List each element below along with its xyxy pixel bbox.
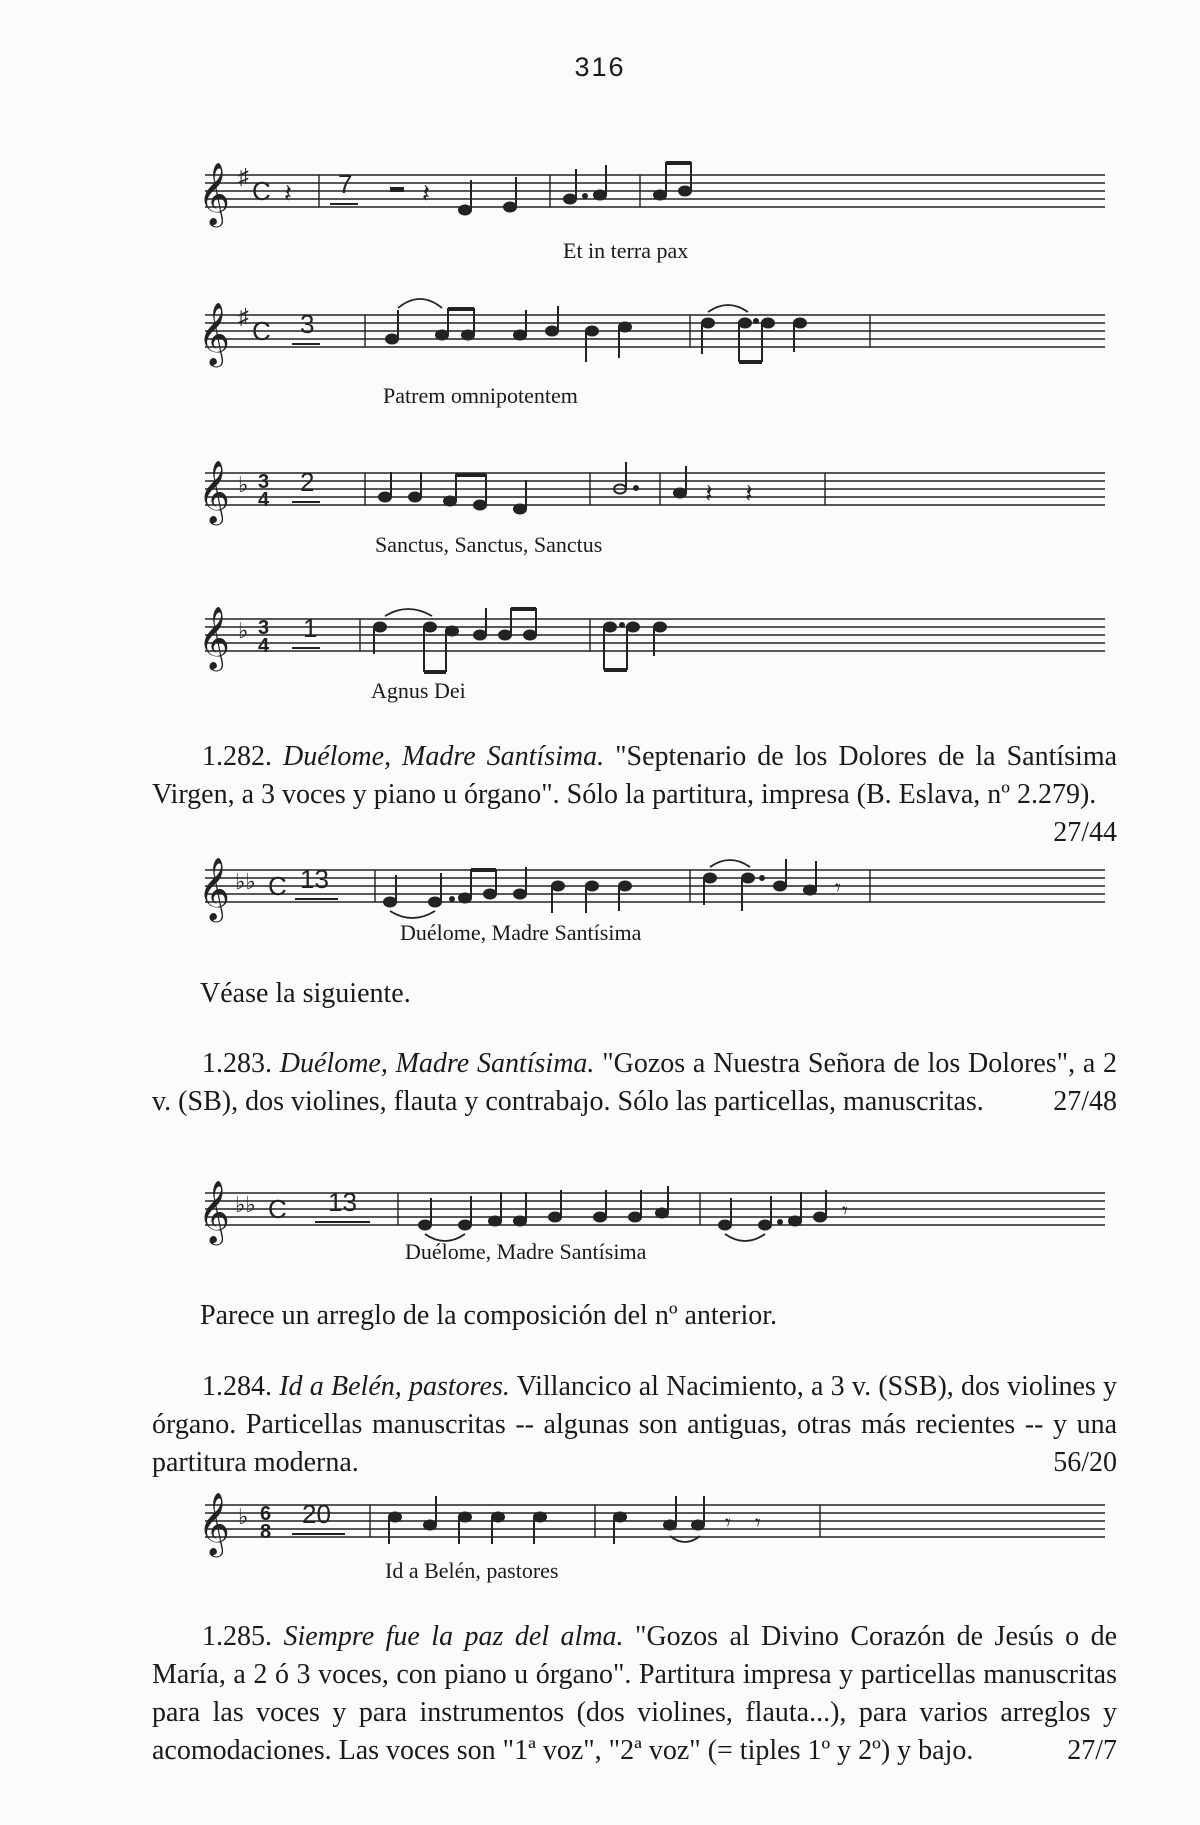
time-signature-bottom: 4 <box>258 635 270 657</box>
incipit-lyric: Patrem omnipotentem <box>383 383 578 408</box>
staff-notation <box>180 845 1140 925</box>
measure-rest-number: 3 <box>300 309 315 339</box>
key-signature: ♭ <box>238 1504 249 1529</box>
time-signature: C <box>252 176 271 206</box>
see-next-note: Véase la siguiente. <box>200 978 411 1009</box>
incipit-lyric: Agnus Dei <box>371 678 466 703</box>
time-signature-top: 3 <box>258 617 270 639</box>
entry-number: 1.283. <box>202 1048 272 1079</box>
music-incipit-7 <box>180 1480 1140 1560</box>
music-incipit-1 <box>180 150 1140 230</box>
svg-text:𝄾: 𝄾 <box>725 1510 731 1535</box>
svg-text:𝄽: 𝄽 <box>705 479 713 508</box>
staff-notation <box>180 150 1140 230</box>
key-signature: ♭♭ <box>235 1192 256 1217</box>
incipit-lyric: Et in terra pax <box>563 238 689 263</box>
svg-text:𝄽: 𝄽 <box>745 479 753 508</box>
entry-title: Duélome, Madre Santísima. <box>279 1048 595 1079</box>
svg-text:𝄾: 𝄾 <box>842 1198 848 1223</box>
entry-reference: 27/7 <box>1067 1735 1117 1766</box>
page-number: 316 <box>574 52 626 82</box>
music-incipit-4 <box>180 594 1140 674</box>
music-incipit-3 <box>180 448 1140 528</box>
key-signature: ♯ <box>238 164 249 189</box>
catalog-entry-1284 <box>152 1368 1117 1482</box>
entry-text: Villancico al Nacimiento, a 3 v. (SSB), dos violines y órgano. Particellas manuscritas -- algunas son antiguas, otras más recientes -- y una partitura moderna. <box>152 1371 1118 1478</box>
entry-title: Id a Belén, pastores. <box>279 1371 510 1402</box>
entry-number: 1.282. <box>202 741 272 772</box>
staff-notation <box>180 1168 1140 1248</box>
music-incipit-6 <box>180 1168 1140 1248</box>
measure-rest-number: 13 <box>300 864 329 894</box>
arrangement-note: Parece un arreglo de la composición del nº anterior. <box>200 1300 778 1331</box>
time-signature: C <box>252 316 271 346</box>
entry-number: 1.285. <box>202 1621 272 1652</box>
key-signature: ♭♭ <box>235 869 256 894</box>
staff-notation <box>180 1480 1140 1560</box>
staff-notation <box>180 290 1140 370</box>
key-signature: ♯ <box>238 304 249 329</box>
entry-reference: 27/44 <box>1053 817 1117 848</box>
svg-text:𝄾: 𝄾 <box>755 1510 761 1535</box>
measure-rest-number: 2 <box>300 467 315 497</box>
treble-clef-icon: 𝄞 <box>198 304 230 364</box>
key-signature: ♭ <box>238 472 249 497</box>
time-signature-top: 3 <box>258 471 270 493</box>
time-signature-bottom: 4 <box>258 489 270 511</box>
treble-clef-icon: 𝄞 <box>198 462 230 522</box>
entry-text: "Gozos al Divino Corazón de Jesús o de María, a 2 ó 3 voces, con piano u órgano". Partitura impresa y particellas manuscritas para las voces y para instrumentos (dos violines, flauta...), para varios arreglos y acomodaciones. Las voces son "1ª voz", "2ª voz" (= tiples 1º y 2º) y bajo. <box>152 1621 1118 1766</box>
entry-title: Siempre fue la paz del alma. <box>283 1621 624 1652</box>
treble-clef-icon: 𝄞 <box>198 1494 230 1554</box>
incipit-lyric: Id a Belén, pastores <box>385 1558 559 1583</box>
treble-clef-icon: 𝄞 <box>198 608 230 668</box>
time-signature-bottom: 8 <box>260 1521 272 1543</box>
svg-text:𝄾: 𝄾 <box>835 875 841 900</box>
staff-notation <box>180 594 1140 674</box>
catalog-entry-1282 <box>152 738 1117 852</box>
entry-number: 1.284. <box>202 1371 272 1402</box>
staff-notation <box>180 448 1140 528</box>
measure-rest-number: 20 <box>302 1499 331 1529</box>
time-signature: C <box>268 1194 287 1224</box>
entry-reference: 56/20 <box>1053 1447 1117 1478</box>
measure-rest-number: 7 <box>338 169 353 199</box>
music-incipit-2 <box>180 290 1140 370</box>
incipit-lyric: Sanctus, Sanctus, Sanctus <box>375 532 603 557</box>
catalog-entry-1283 <box>152 1045 1117 1121</box>
treble-clef-icon: 𝄞 <box>198 1182 230 1242</box>
measure-rest-number: 1 <box>303 613 318 643</box>
key-signature: ♭ <box>238 618 249 643</box>
catalog-entry-1285 <box>152 1618 1117 1770</box>
incipit-lyric: Duélome, Madre Santísima <box>400 920 642 945</box>
treble-clef-icon: 𝄞 <box>198 164 230 224</box>
incipit-lyric: Duélome, Madre Santísima <box>405 1239 647 1264</box>
entry-text: "Septenario de los Dolores de la Santísima Virgen, a 3 voces y piano u órgano". Sólo la partitura, impresa (B. Eslava, nº 2.279). <box>152 741 1118 810</box>
time-signature-top: 6 <box>260 1503 272 1525</box>
entry-reference: 27/48 <box>1053 1086 1117 1117</box>
rest-icon: 𝄽 <box>284 179 292 208</box>
svg-text:𝄽: 𝄽 <box>422 179 430 208</box>
entry-text: "Gozos a Nuestra Señora de los Dolores", a 2 v. (SB), dos violines, flauta y contrabajo. Sólo las particellas, manuscritas. <box>152 1048 1118 1117</box>
entry-title: Duélome, Madre Santísima. <box>283 741 605 772</box>
time-signature: C <box>268 871 287 901</box>
measure-rest-number: 13 <box>328 1187 357 1217</box>
music-incipit-5 <box>180 845 1140 925</box>
treble-clef-icon: 𝄞 <box>198 859 230 919</box>
